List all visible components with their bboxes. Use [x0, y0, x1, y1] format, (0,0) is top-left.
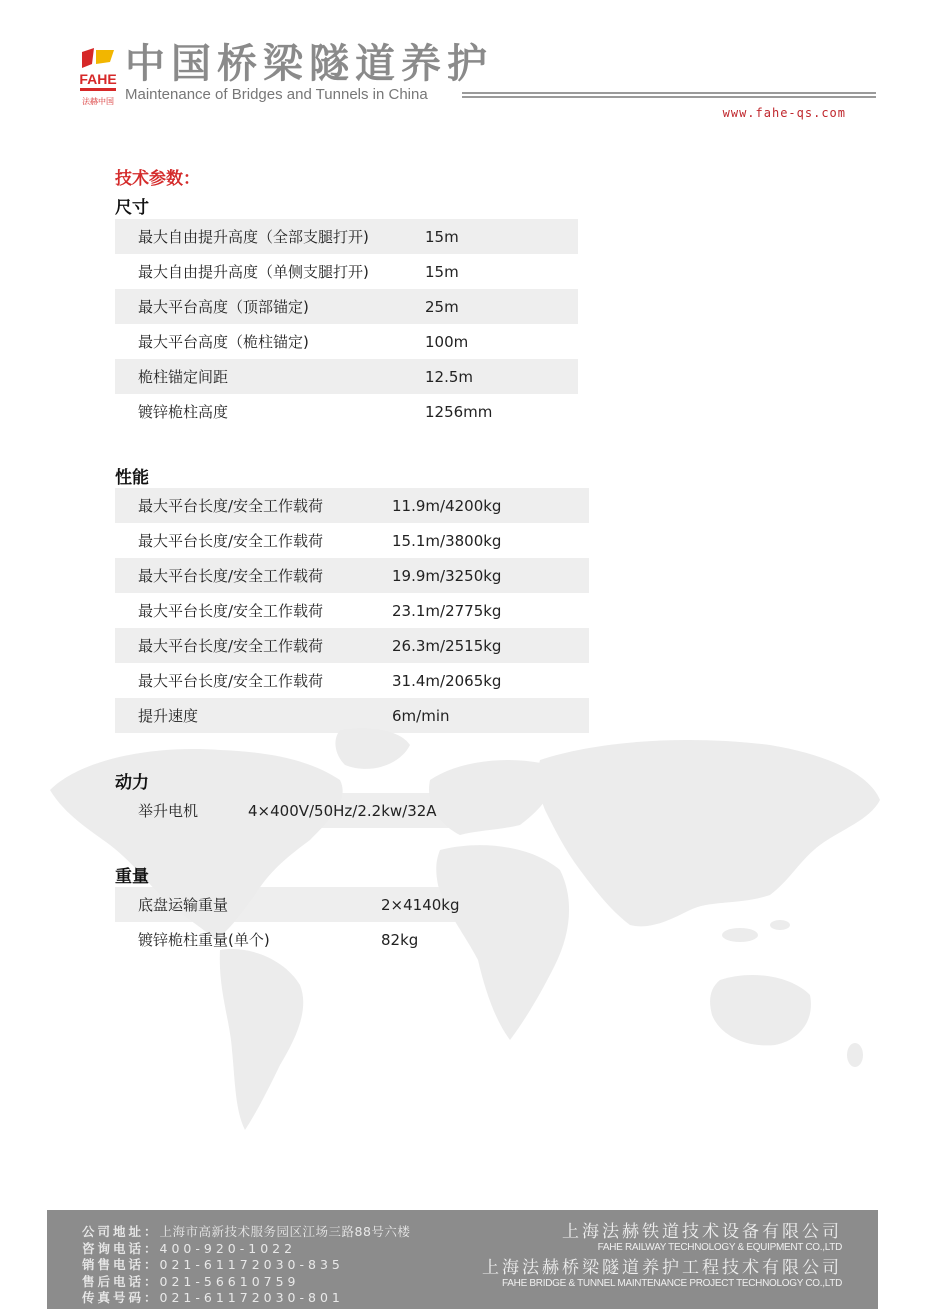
header-divider — [462, 92, 876, 102]
size-table — [115, 219, 578, 429]
table-row: 最大平台长度/安全工作载荷 15.1m/3800kg — [138, 531, 502, 550]
table-row: 最大自由提升高度（单侧支腿打开) 15m — [138, 262, 459, 281]
table-row: 镀锌桅柱高度 1256mm — [138, 402, 493, 421]
contact-consult-phone: 咨询电话：400-920-1022 — [82, 1240, 297, 1256]
table-row: 举升电机 4×400V/50Hz/2.2kw/32A — [115, 793, 490, 828]
website-link[interactable]: www.fahe-qs.com — [722, 106, 846, 120]
table-row: 最大平台长度/安全工作载荷 11.9m/4200kg — [115, 488, 589, 523]
footer-contacts — [82, 1224, 410, 1307]
section-heading-power: 动力 — [115, 773, 149, 793]
table-row: 最大平台长度/安全工作载荷 19.9m/3250kg — [115, 558, 589, 593]
section-heading-weight: 重量 — [115, 867, 149, 887]
table-row: 最大平台高度（桅柱锚定) 100m — [138, 332, 469, 351]
tech-params-title: 技术参数： — [115, 169, 200, 189]
table-row: 最大平台长度/安全工作载荷 26.3m/2515kg — [115, 628, 589, 663]
contact-sales-phone: 销售电话：021-61172030-835 — [82, 1257, 344, 1272]
contact-service-phone: 售后电话：021-56610759 — [82, 1273, 300, 1289]
header-title-cn: 中国桥梁隧道养护 — [125, 41, 493, 87]
table-row: 最大平台高度（顶部锚定) 25m — [115, 289, 578, 324]
company1-name-en: FAHE RAILWAY TECHNOLOGY & EQUIPMENT CO.,LTD — [597, 1242, 842, 1253]
contact-fax: 传真号码：021-61172030-801 — [82, 1290, 344, 1305]
svg-text:法赫中国: 法赫中国 — [82, 97, 114, 106]
weight-table — [115, 887, 512, 957]
performance-table — [115, 488, 589, 733]
table-row: 最大平台长度/安全工作载荷 23.1m/2775kg — [138, 601, 502, 620]
contact-address: 公司地址：上海市高新技术服务园区江场三路88号六楼 — [82, 1224, 411, 1239]
company2-name-cn: 上海法赫桥梁隧道养护工程技术有限公司 — [482, 1258, 842, 1278]
header-title-en: Maintenance of Bridges and Tunnels in China — [125, 86, 428, 103]
svg-text:FAHE: FAHE — [79, 71, 117, 87]
section-heading-size: 尺寸 — [115, 198, 149, 218]
table-row: 最大自由提升高度（全部支腿打开) 15m — [115, 219, 578, 254]
table-row: 桅柱锚定间距 12.5m — [115, 359, 578, 394]
company1-name-cn: 上海法赫铁道技术设备有限公司 — [562, 1222, 842, 1242]
fahe-logo — [78, 44, 118, 108]
table-row: 最大平台长度/安全工作载荷 31.4m/2065kg — [138, 671, 502, 690]
footer — [47, 1210, 878, 1309]
table-row: 底盘运输重量 2×4140kg — [115, 887, 512, 922]
power-table — [115, 793, 490, 828]
table-row: 提升速度 6m/min — [115, 698, 589, 733]
footer-companies — [482, 1222, 842, 1294]
company2-name-en: FAHE BRIDGE & TUNNEL MAINTENANCE PROJECT TECHNOLOGY CO.,LTD — [502, 1278, 842, 1289]
table-row: 镀锌桅柱重量(单个) 82kg — [138, 930, 419, 949]
section-heading-performance: 性能 — [115, 468, 149, 488]
